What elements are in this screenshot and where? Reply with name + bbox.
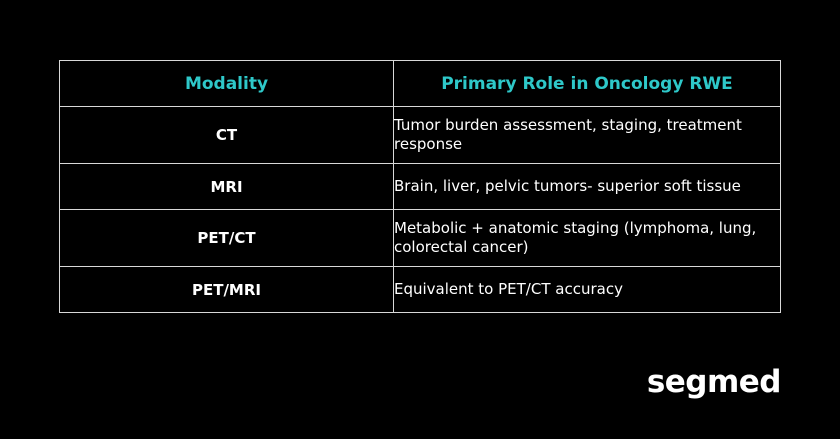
- role-cell: Metabolic + anatomic staging (lymphoma, lung, colorectal cancer): [394, 210, 781, 267]
- segmed-logo: segmed: [646, 364, 781, 400]
- role-cell: Brain, liver, pelvic tumors- superior soft tissue: [394, 164, 781, 210]
- table-row: [60, 267, 781, 313]
- table-row: [60, 210, 781, 267]
- modality-table: [59, 60, 781, 313]
- modality-cell: MRI: [60, 164, 394, 210]
- role-cell: Tumor burden assessment, staging, treatment response: [394, 107, 781, 164]
- modality-cell: PET/CT: [60, 210, 394, 267]
- header-role: Primary Role in Oncology RWE: [394, 61, 781, 107]
- table-row: [60, 164, 781, 210]
- header-modality: Modality: [60, 61, 394, 107]
- modality-cell: PET/MRI: [60, 267, 394, 313]
- table-row: [60, 107, 781, 164]
- table-header-row: [60, 61, 781, 107]
- role-cell: Equivalent to PET/CT accuracy: [394, 267, 781, 313]
- modality-cell: CT: [60, 107, 394, 164]
